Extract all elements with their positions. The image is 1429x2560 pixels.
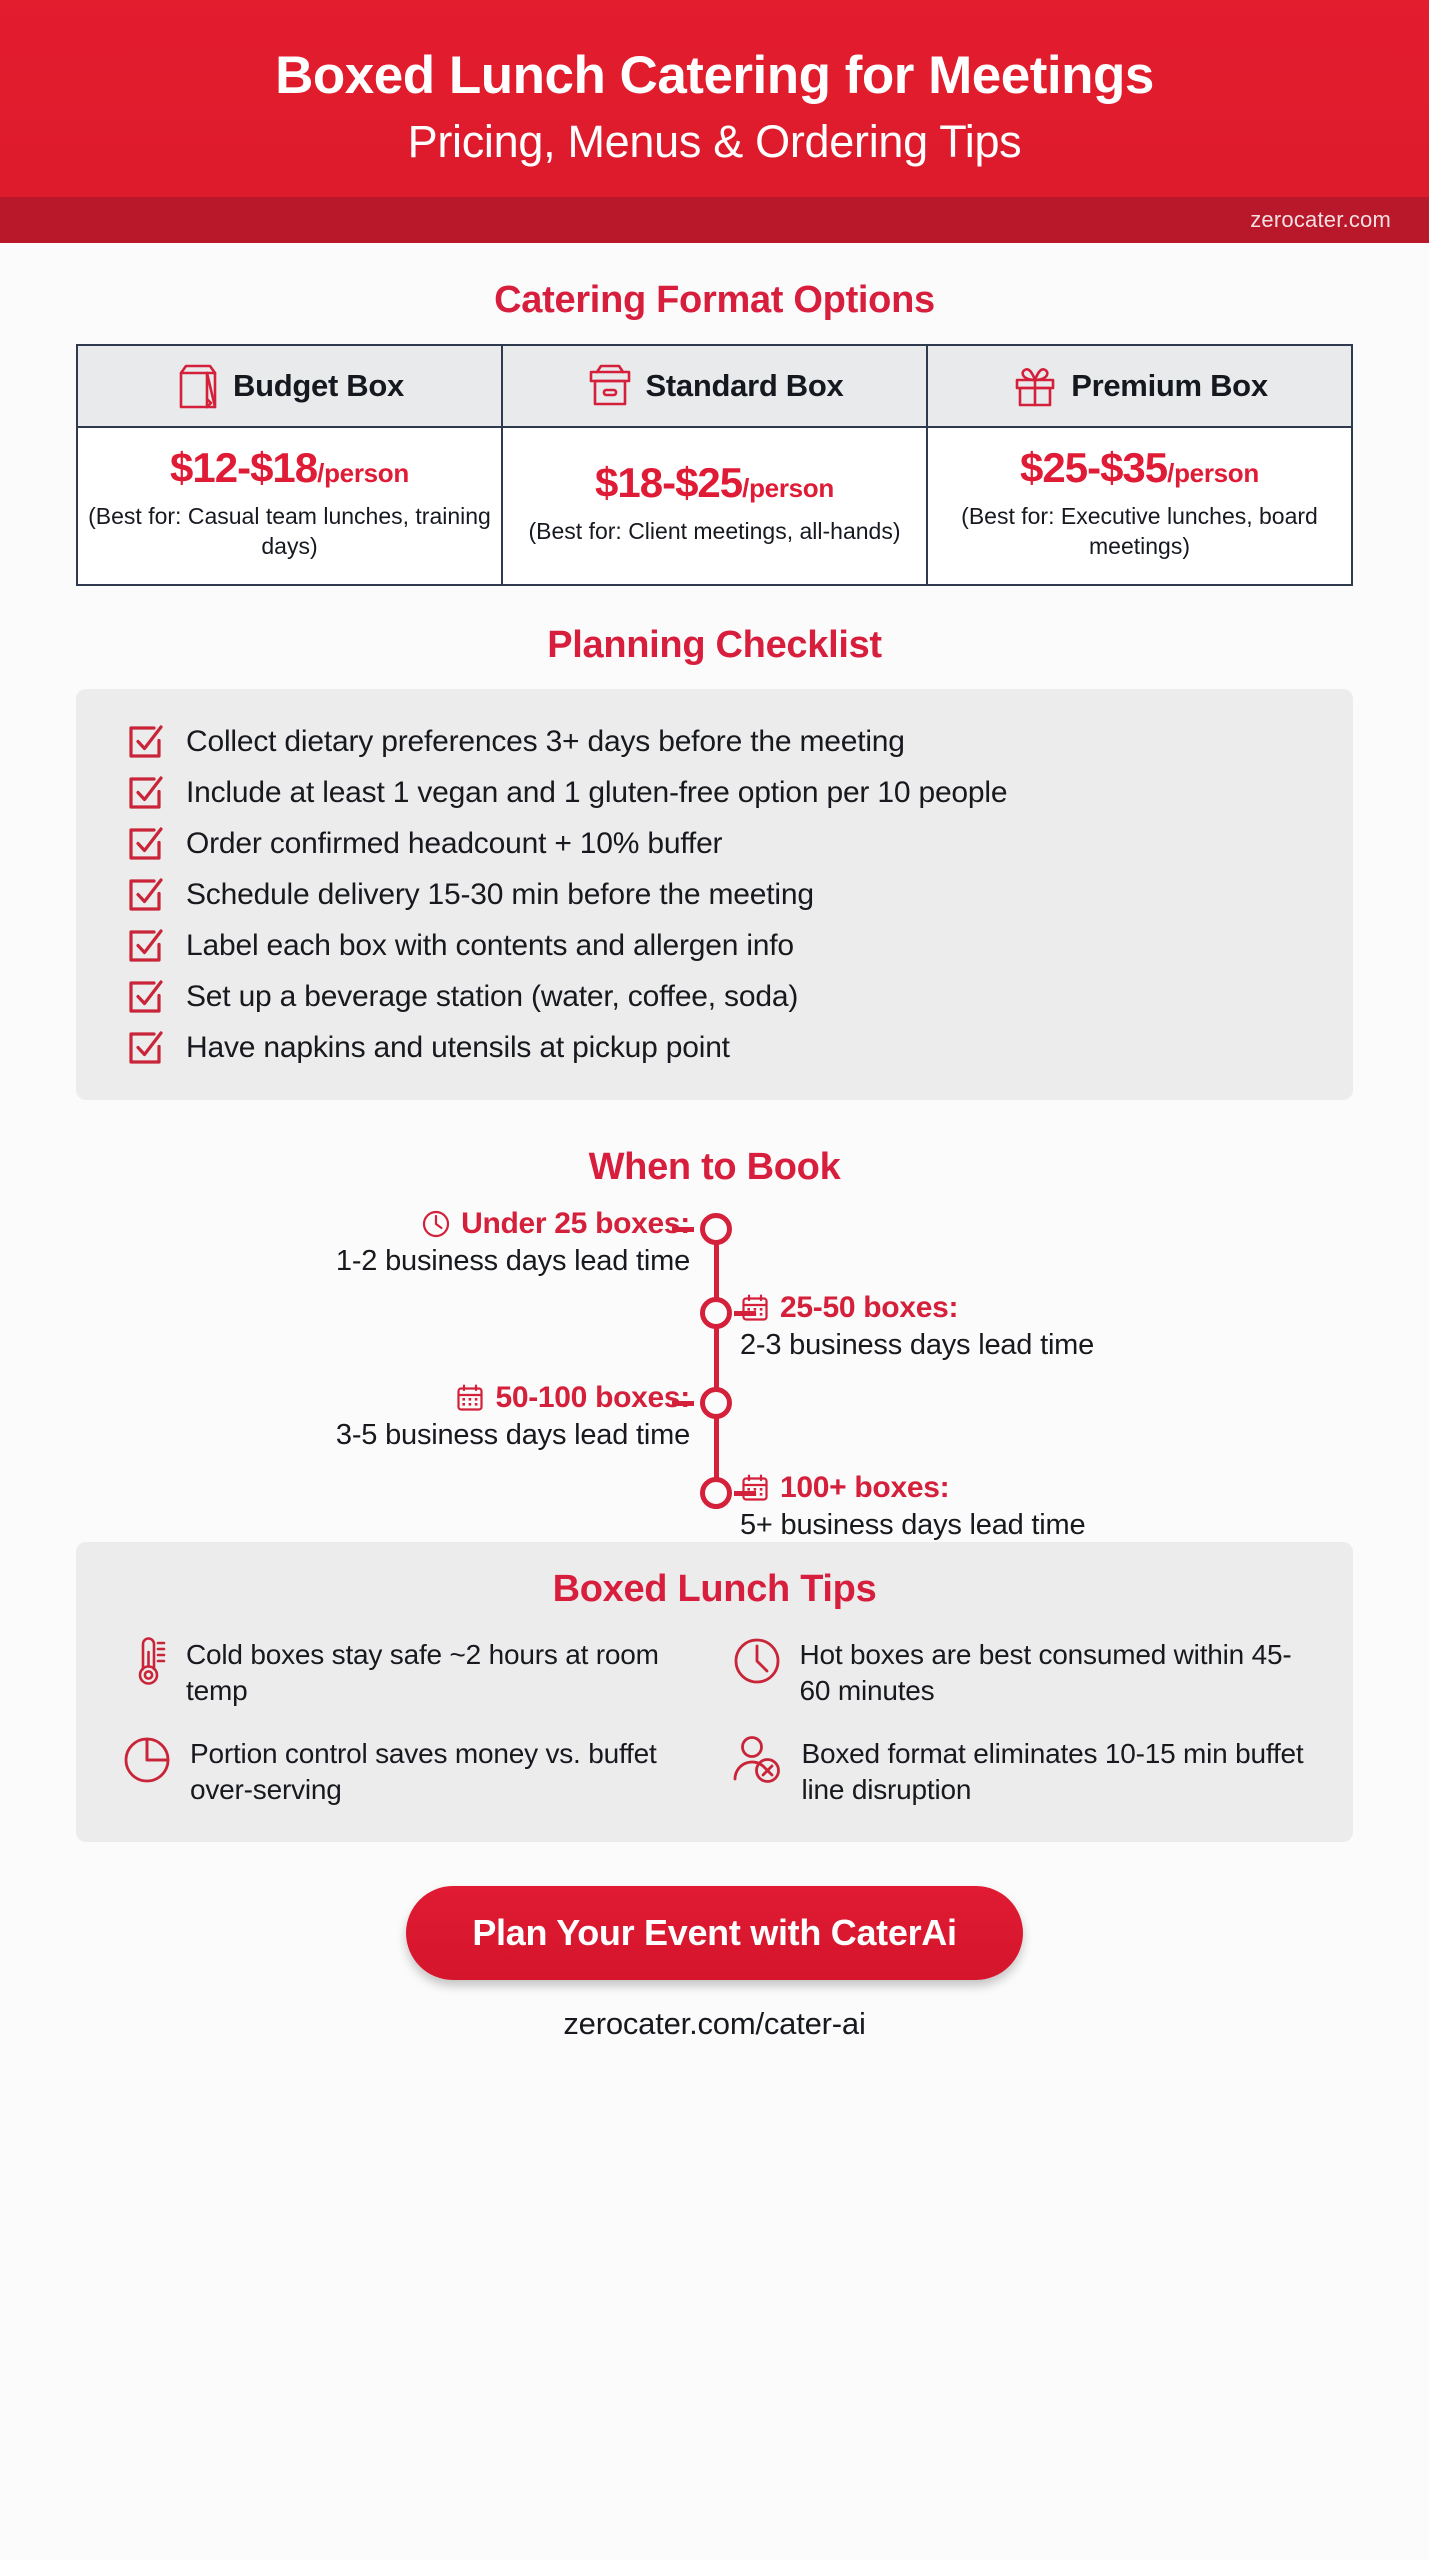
price-budget: $12-$18 xyxy=(170,443,318,491)
catering-format-table xyxy=(76,344,1353,586)
checklist xyxy=(76,689,1353,1100)
timeline-label-0: Under 25 boxes: xyxy=(461,1206,690,1240)
tip-item-0 xyxy=(122,1635,698,1709)
table-cell-budget xyxy=(77,427,502,585)
checklist-item xyxy=(126,921,1313,972)
checklist-section-title: Planning Checklist xyxy=(547,623,882,666)
brand-bar xyxy=(0,197,1429,243)
bestfor-standard: (Best for: Client meetings, all-hands) xyxy=(528,517,901,544)
table-header-cell-premium xyxy=(927,345,1352,427)
price-per-budget: /person xyxy=(317,457,409,488)
price-standard: $18-$25 xyxy=(595,458,743,506)
format-table-wrap xyxy=(0,344,1429,586)
checklist-item-label: Set up a beverage station (water, coffee, soda) xyxy=(186,979,799,1013)
tip-text-0: Cold boxes stay safe ~2 hours at room temp xyxy=(186,1638,659,1706)
bestfor-premium: (Best for: Executive lunches, board meetings) xyxy=(961,502,1318,559)
checkbox-checked-icon xyxy=(126,825,164,863)
tip-item-3 xyxy=(732,1734,1308,1808)
pie-chart-icon xyxy=(122,1734,172,1786)
checklist-item xyxy=(126,1023,1313,1074)
tip-text-1: Hot boxes are best consumed within 45-60 minutes xyxy=(799,1638,1292,1706)
tips-card xyxy=(76,1542,1353,1842)
checklist-item-label: Include at least 1 vegan and 1 gluten-free option per 10 people xyxy=(186,775,1008,809)
clock-icon xyxy=(421,1209,451,1239)
table-cell-standard xyxy=(502,427,927,585)
brand-domain: zerocater.com xyxy=(1250,206,1391,232)
timeline-label-1: 25-50 boxes: xyxy=(780,1290,959,1324)
format-name-budget: Budget Box xyxy=(233,367,404,403)
gift-box-icon xyxy=(1011,362,1059,410)
tip-text-3: Boxed format eliminates 10-15 min buffet line disruption xyxy=(801,1738,1304,1806)
page-header xyxy=(0,0,1429,197)
checklist-item xyxy=(126,819,1313,870)
timeline-node-3 xyxy=(700,1477,732,1509)
timeline-item-2 xyxy=(130,1381,690,1452)
checklist-item xyxy=(126,768,1313,819)
calendar-icon xyxy=(455,1383,485,1413)
tip-item-2 xyxy=(122,1734,698,1808)
timeline-axis xyxy=(714,1227,719,1509)
timeline-detail-3: 5+ business days lead time xyxy=(740,1508,1086,1541)
checklist-item-label: Collect dietary preferences 3+ days before the meeting xyxy=(186,724,905,758)
checklist-item-label: Schedule delivery 15-30 min before the meeting xyxy=(186,877,814,911)
format-name-premium: Premium Box xyxy=(1071,367,1268,403)
table-body-row xyxy=(77,427,1352,585)
checklist-item xyxy=(126,972,1313,1023)
checklist-item-label: Order confirmed headcount + 10% buffer xyxy=(186,826,723,860)
checklist-item xyxy=(126,717,1313,768)
checklist-item-label: Have napkins and utensils at pickup point xyxy=(186,1030,730,1064)
calendar-icon xyxy=(740,1293,770,1323)
price-per-premium: /person xyxy=(1167,457,1259,488)
checkbox-checked-icon xyxy=(126,723,164,761)
timeline-item-3 xyxy=(740,1471,1340,1542)
person-remove-icon xyxy=(732,1734,784,1786)
price-per-standard: /person xyxy=(742,472,834,503)
timeline-node-0 xyxy=(700,1213,732,1245)
checklist-item-label: Label each box with contents and allergen info xyxy=(186,928,794,962)
timeline-item-1 xyxy=(740,1291,1340,1362)
timeline-item-0 xyxy=(130,1207,690,1278)
checkbox-checked-icon xyxy=(126,774,164,812)
tip-item-1 xyxy=(732,1635,1308,1709)
thermometer-icon xyxy=(122,1635,168,1687)
timeline-node-2 xyxy=(700,1387,732,1419)
checklist-item xyxy=(126,870,1313,921)
table-header-cell-budget xyxy=(77,345,502,427)
price-premium: $25-$35 xyxy=(1020,443,1168,491)
clock-icon xyxy=(732,1635,782,1687)
page-title: Boxed Lunch Catering for Meetings xyxy=(275,46,1154,105)
paper-bag-icon xyxy=(175,361,221,411)
checkbox-checked-icon xyxy=(126,978,164,1016)
timeline-detail-1: 2-3 business days lead time xyxy=(740,1328,1095,1361)
checkbox-checked-icon xyxy=(126,876,164,914)
timeline-label-3: 100+ boxes: xyxy=(780,1470,950,1504)
timeline-detail-2: 3-5 business days lead time xyxy=(335,1418,690,1451)
tip-text-2: Portion control saves money vs. buffet over-serving xyxy=(190,1738,657,1806)
cta-section xyxy=(0,1886,1429,2042)
booking-timeline xyxy=(0,1197,1429,1542)
tips-section-title: Boxed Lunch Tips xyxy=(552,1567,877,1610)
checkbox-checked-icon xyxy=(126,1029,164,1067)
format-name-standard: Standard Box xyxy=(645,367,844,403)
checkbox-checked-icon xyxy=(126,927,164,965)
storage-box-icon xyxy=(586,362,634,410)
table-header-row xyxy=(77,345,1352,427)
timeline-detail-0: 1-2 business days lead time xyxy=(335,1244,690,1277)
bestfor-budget: (Best for: Casual team lunches, training days) xyxy=(88,502,491,559)
calendar-icon xyxy=(740,1473,770,1503)
tips-grid xyxy=(122,1635,1307,1808)
timeline-node-1 xyxy=(700,1297,732,1329)
format-section-title: Catering Format Options xyxy=(494,278,935,321)
timeline-label-2: 50-100 boxes: xyxy=(495,1380,690,1414)
plan-event-button[interactable]: Plan Your Event with CaterAi xyxy=(406,1886,1022,1980)
timeline-section-title: When to Book xyxy=(588,1145,841,1188)
table-cell-premium xyxy=(927,427,1352,585)
checklist-card xyxy=(76,689,1353,1100)
cta-url: zerocater.com/cater-ai xyxy=(563,2006,866,2042)
page-subtitle: Pricing, Menus & Ordering Tips xyxy=(407,115,1022,167)
table-header-cell-standard xyxy=(502,345,927,427)
